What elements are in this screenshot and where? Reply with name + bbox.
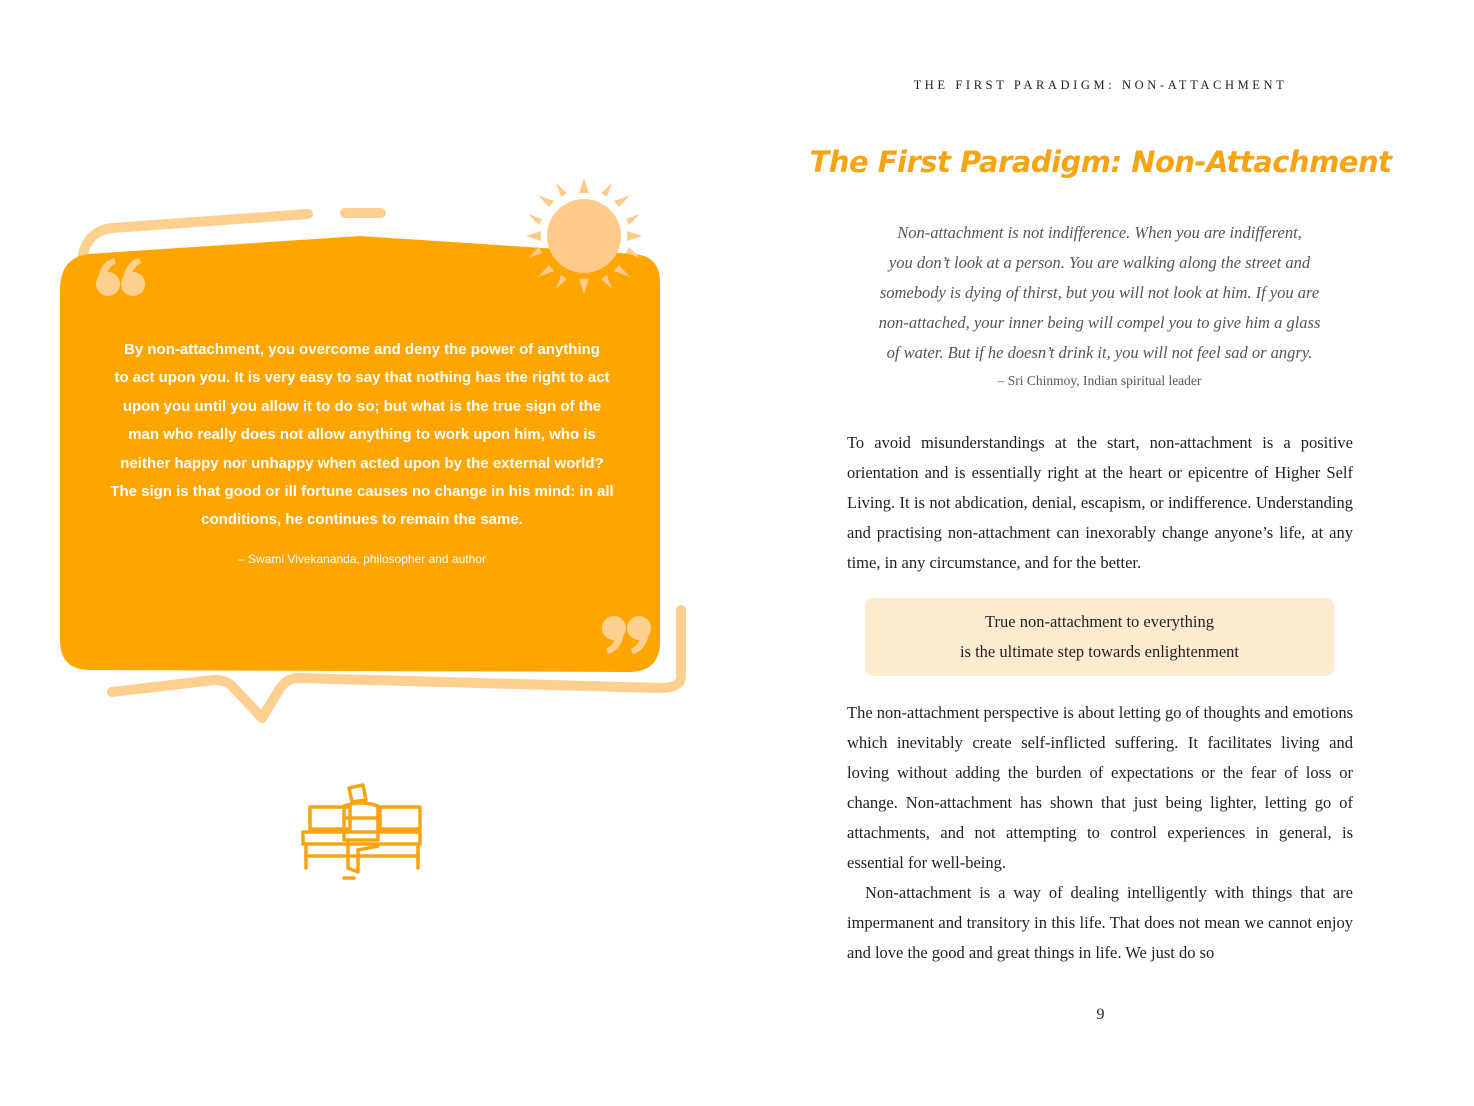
epigraph-line: somebody is dying of thirst, but you will not look at him. If you are — [879, 283, 1320, 302]
quote-attribution: – Swami Vivekananda, philosopher and author — [238, 551, 486, 566]
body-paragraph: The non-attachment perspective is about letting go of thoughts and emotions which inevitably create self-inflicted suffering. It facilitates living and loving without adding the burden of expectations or the fear of loss or change. Non-attachment has shown that just being lighter, letting go of attachments, and not attempting to control experiences in general, is essential for well-being. — [847, 703, 1353, 872]
person-on-bench-icon — [303, 785, 420, 878]
epigraph-line: you don’t look at a person. You are walking along the street and — [888, 253, 1311, 272]
quote-line: neither happy nor unhappy when acted upon by the external world? — [120, 454, 604, 472]
callout-line: is the ultimate step towards enlightenment — [959, 642, 1240, 661]
epigraph-line: non-attached, your inner being will compel you to give him a glass — [878, 313, 1321, 332]
quote-line: The sign is that good or ill fortune causes no change in his mind: in all — [110, 483, 614, 501]
quote-line: to act upon you. It is very easy to say that nothing has the right to act — [114, 369, 610, 387]
body-paragraph: Non-attachment is a way of dealing intelligently with things that are impermanent and transitory in this life. That does not mean we cannot enjoy and love the good and great things in life. We just do so — [847, 883, 1353, 962]
page-number: 9 — [1096, 1006, 1105, 1023]
body-paragraph: To avoid misunderstandings at the start, non-attachment is a positive orientation and is essentially right at the heart or epicentre of Higher Self Living. It is not abdication, denial, escapism, or indifference. Understanding and practising non-attachment can inexorably change anyone’s life, at any time, in any circumstance, and for the better. — [847, 433, 1353, 572]
body-paragraph-2-block — [847, 698, 1353, 968]
callout-line: True non-attachment to everything — [985, 612, 1214, 631]
callout-box — [865, 598, 1334, 676]
quote-line: upon you until you allow it to do so; but what is the true sign of the — [122, 397, 602, 415]
right-page — [737, 0, 1474, 1106]
quote-line: conditions, he continues to remain the same. — [201, 511, 523, 529]
epigraph — [847, 218, 1352, 368]
chapter-title: The First Paradigm: Non-Attachment — [809, 145, 1392, 179]
epigraph-line: of water. But if he doesn’t drink it, you will not feel sad or angry. — [886, 343, 1313, 362]
quote-text-block — [96, 336, 628, 567]
epigraph-attribution: – Sri Chinmoy, Indian spiritual leader — [997, 373, 1202, 388]
running-head: THE FIRST PARADIGM: NON-ATTACHMENT — [913, 78, 1288, 92]
epigraph-line: Non-attachment is not indifference. When you are indifferent, — [897, 223, 1302, 242]
body-paragraph-1-block — [847, 428, 1353, 578]
quote-line: By non-attachment, you overcome and deny the power of anything — [124, 341, 600, 358]
quote-line: man who really does not allow anything to work upon him, who is — [128, 426, 596, 444]
